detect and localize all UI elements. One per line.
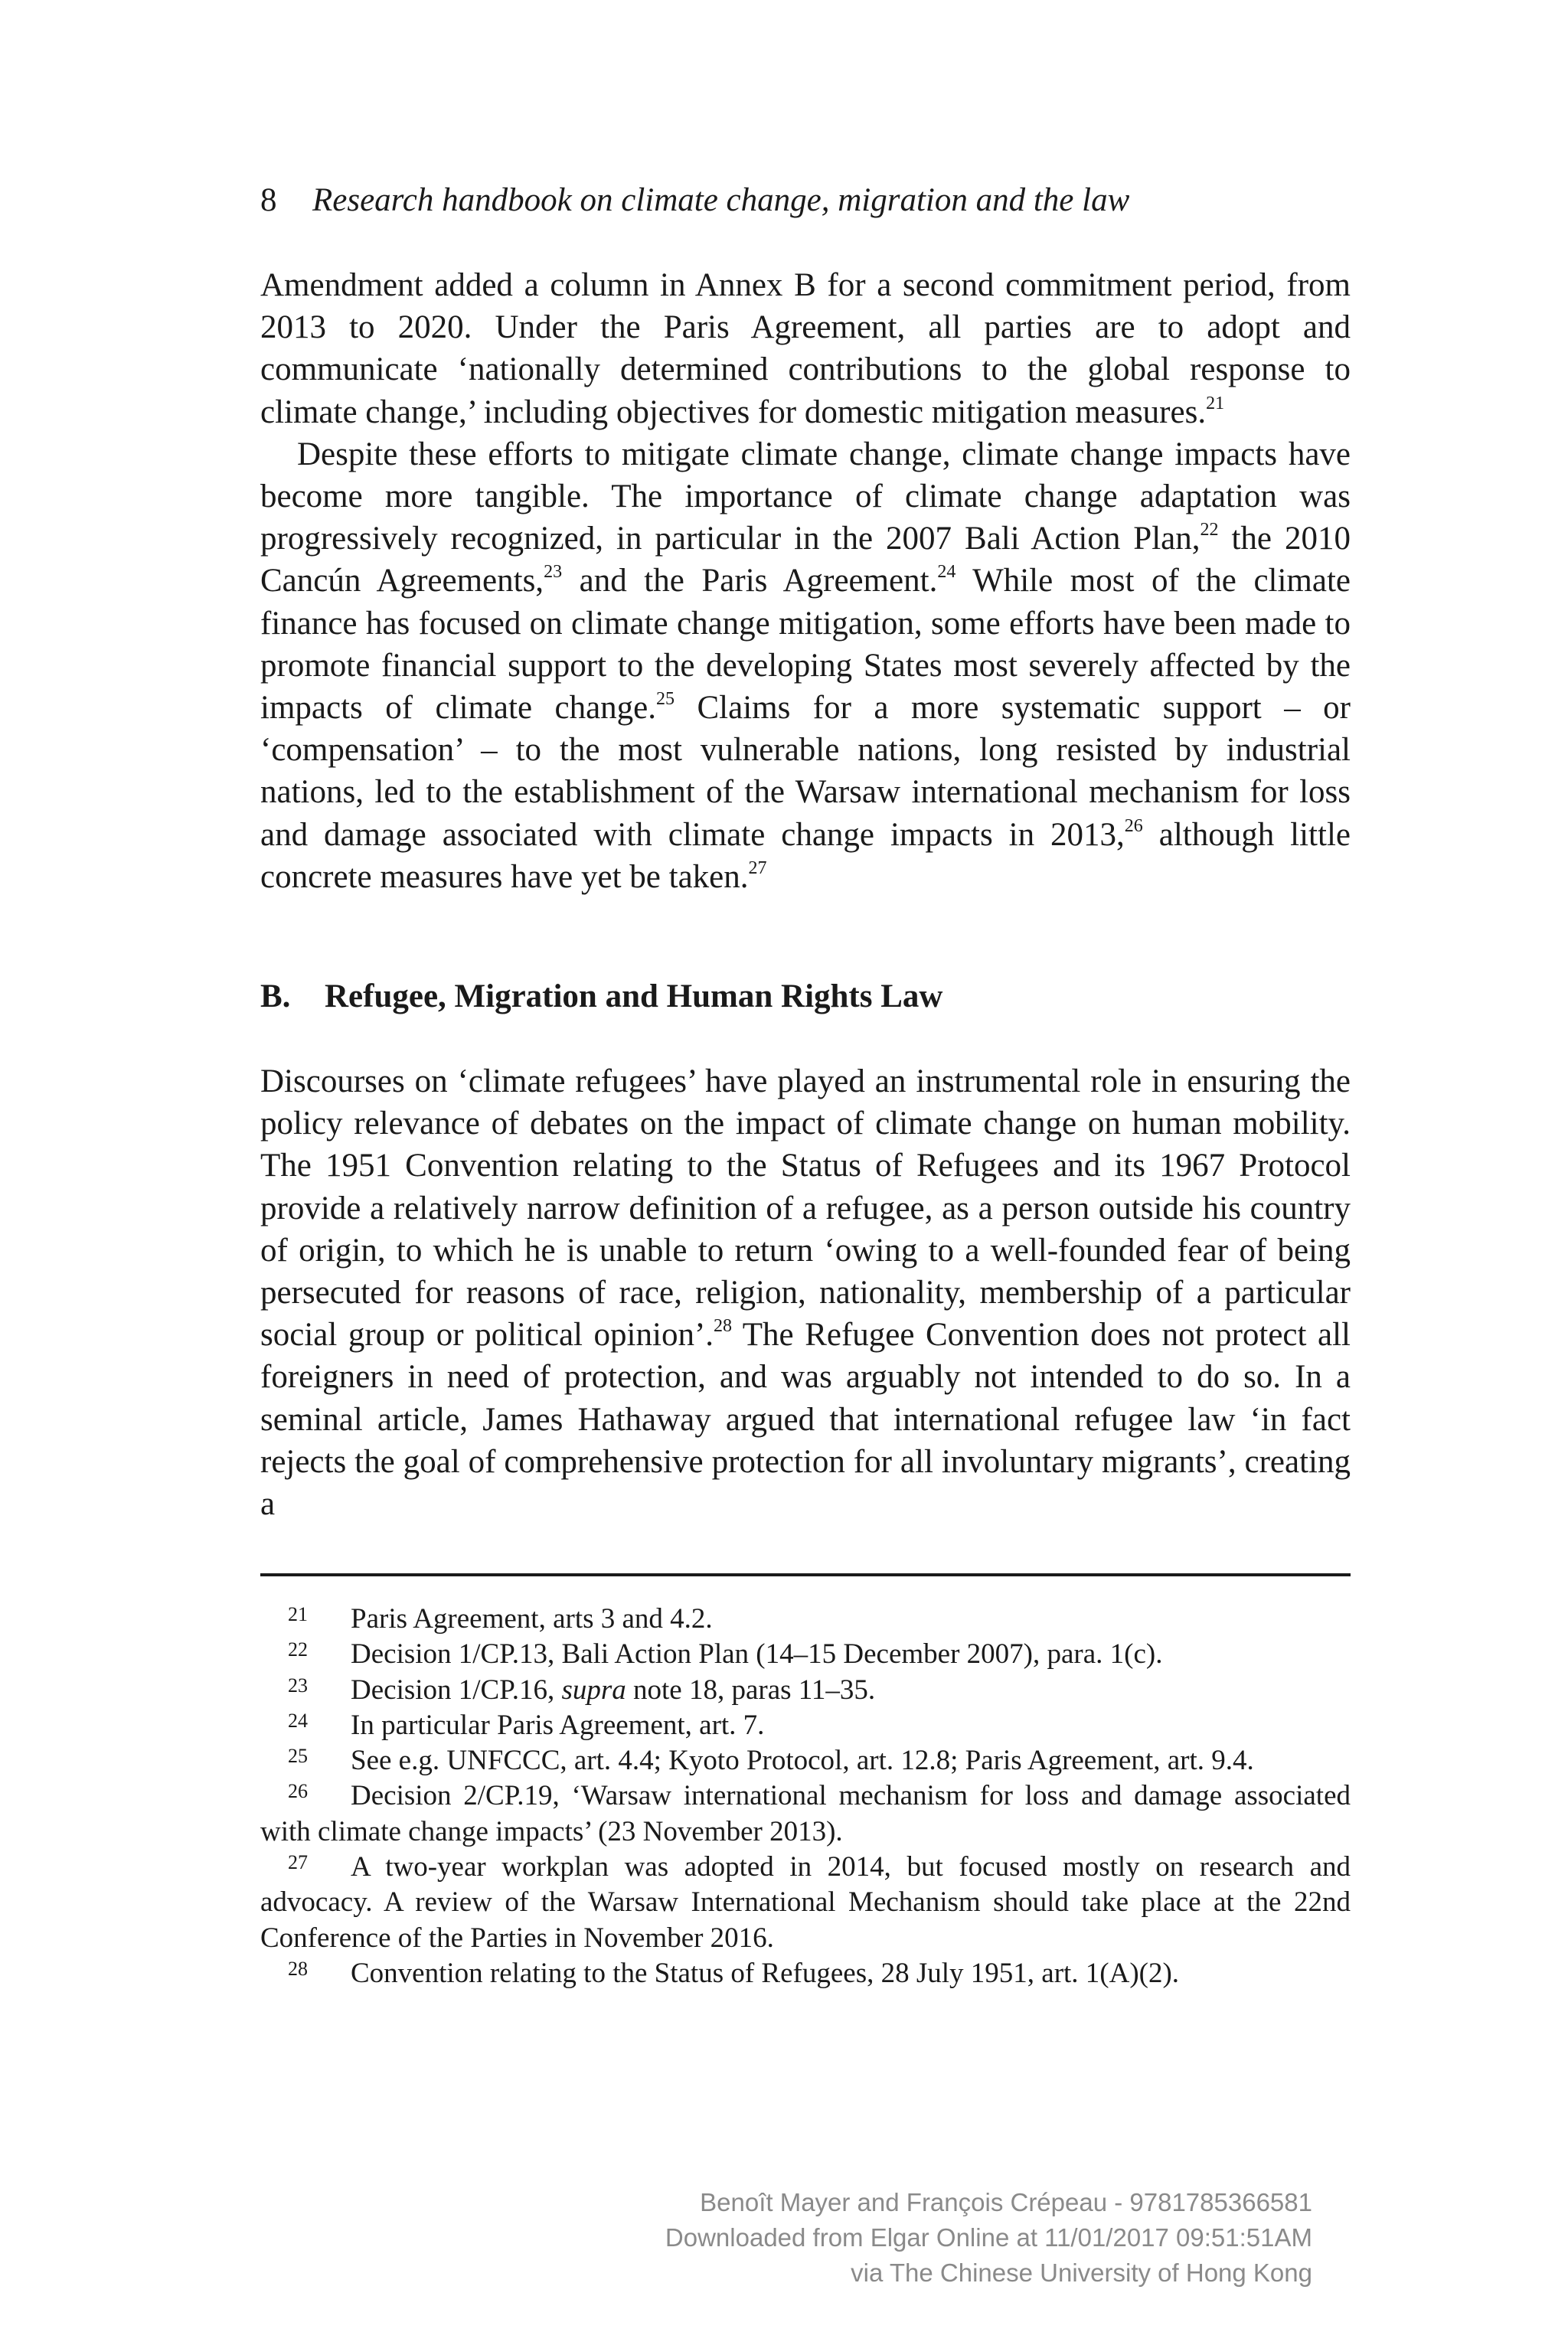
footnote: 24 In particular Paris Agreement, art. 7. xyxy=(288,1709,765,1741)
text-run: and the Paris Agreement. xyxy=(562,563,938,599)
footnote: 26 Decision 2/CP.19, ‘Warsaw international mechanism for loss and damage associated with climate change impacts’ (23 November 2013). xyxy=(260,1780,1351,1847)
text-run: although little concrete measures have yet be taken. xyxy=(260,816,1351,895)
footnote-ref[interactable]: 26 xyxy=(1124,815,1143,836)
footnote-ref[interactable]: 22 xyxy=(1200,520,1219,541)
footnote-text: Paris Agreement, arts 3 and 4.2. xyxy=(351,1603,713,1635)
footnote-text: Decision 2/CP.19, ‘Warsaw international mechanism for loss and damage associated with climate change impacts’ (23 November 2013). xyxy=(260,1780,1351,1847)
body-text-top xyxy=(260,264,1351,898)
footnote: 22 Decision 1/CP.13, Bali Action Plan (14–15 December 2007), para. 1(c). xyxy=(288,1638,1163,1671)
footnote-separator xyxy=(260,1573,1351,1576)
footnote: 28 Convention relating to the Status of Refugees, 28 July 1951, art. 1(A)(2). xyxy=(288,1957,1180,1989)
footnote-ref[interactable]: 21 xyxy=(1206,393,1225,413)
section-label: B. xyxy=(260,978,291,1014)
download-watermark xyxy=(665,2185,1312,2291)
running-header xyxy=(260,178,1129,224)
footnote-text: In particular Paris Agreement, art. 7. xyxy=(351,1709,765,1741)
watermark-line: Benoît Mayer and François Crépeau - 9781785366581 xyxy=(700,2188,1312,2216)
paragraph xyxy=(260,264,1351,433)
running-title: Research handbook on climate change, migration and the law xyxy=(312,182,1130,218)
footnote-ref[interactable]: 28 xyxy=(714,1316,733,1337)
footnote-text: See e.g. UNFCCC, art. 4.4; Kyoto Protocol, art. 12.8; Paris Agreement, art. 9.4. xyxy=(351,1745,1254,1777)
footnote-ref[interactable]: 23 xyxy=(544,562,563,583)
text-run: the 2010 Cancún Agreements, xyxy=(260,521,1351,599)
footnote-ref[interactable]: 24 xyxy=(937,562,956,583)
text-run: Discourses on ‘climate refugees’ have played an instrumental role in ensuring the policy relevance of debates on the impact of climate change on human mobility. The 1951 Convention relating to the Status of Refugees and its 1967 Protocol provide a relatively narrow definition of a refugee, as a person outside his country of origin, to which he is unable to return ‘owing to a well-founded fear of being persecuted for reasons of race, religion, nationality, membership of a particular social group or political opinion’. xyxy=(260,1063,1351,1354)
footnote-italic: supra xyxy=(561,1674,626,1706)
footnote-ref[interactable]: 25 xyxy=(656,689,675,710)
section-heading xyxy=(260,975,942,1017)
paragraph xyxy=(260,1060,1351,1525)
footnote-ref[interactable]: 27 xyxy=(748,857,767,878)
watermark-line: via The Chinese University of Hong Kong xyxy=(851,2259,1312,2287)
footnotes xyxy=(260,1602,1351,1991)
paragraph xyxy=(260,433,1351,898)
footnote: 27 A two-year workplan was adopted in 2014, but focused mostly on research and advocacy. A review of the Warsaw International Mechanism should take place at the 22nd Conference of the Parties in November 2016. xyxy=(260,1851,1351,1954)
footnote: 25 See e.g. UNFCCC, art. 4.4; Kyoto Protocol, art. 12.8; Paris Agreement, art. 9.4. xyxy=(288,1745,1254,1777)
footnote-text: Decision 1/CP.13, Bali Action Plan (14–15 December 2007), para. 1(c). xyxy=(351,1638,1163,1671)
page-number: 8 xyxy=(260,182,277,218)
text-run: Claims for a more systematic support – or ‘compensation’ – to the most vulnerable nations, long resisted by industrial nations, led to the establishment of the Warsaw international mechanism for loss and damage associated with climate change impacts in 2013, xyxy=(260,690,1351,853)
text-run: Amendment added a column in Annex B for a second commitment period, from 2013 to 2020. Under the Paris Agreement, all parties are to adopt and communicate ‘nationally determined contributions to the global response to climate change,’ including objectives for domestic mitigation measures. xyxy=(260,267,1351,430)
text-run: While most of the climate finance has focused on climate change mitigation, some efforts have been made to promote financial support to the developing States most severely affected by the impacts of climate change. xyxy=(260,563,1351,727)
watermark-line: Downloaded from Elgar Online at 11/01/2017 09:51:51AM xyxy=(665,2223,1312,2252)
body-text-bottom xyxy=(260,1060,1351,1525)
footnote-text: Decision 1/CP.16, xyxy=(351,1674,562,1706)
footnote: 21 Paris Agreement, arts 3 and 4.2. xyxy=(288,1603,713,1635)
text-run: The Refugee Convention does not protect all foreigners in need of protection, and was arguably not intended to do so. In a seminal article, James Hathaway argued that international refugee law ‘in fact rejects the goal of comprehensive protection for all involuntary migrants’, creating a xyxy=(260,1317,1351,1523)
footnote: 23 Decision 1/CP.16, supra note 18, paras 11–35. xyxy=(288,1674,876,1706)
footnote-text: Convention relating to the Status of Refugees, 28 July 1951, art. 1(A)(2). xyxy=(351,1957,1180,1989)
footnote-text: A two-year workplan was adopted in 2014, but focused mostly on research and advocacy. A review of the Warsaw International Mechanism should take place at the 22nd Conference of the Parties in November 2016. xyxy=(260,1851,1351,1954)
footnote-text: note 18, paras 11–35. xyxy=(626,1674,876,1706)
text-run: Despite these efforts to mitigate climate change, climate change impacts have become more tangible. The importance of climate change adaptation was progressively recognized, in particular in the 2007 Bali Action Plan, xyxy=(260,436,1351,557)
section-title: Refugee, Migration and Human Rights Law xyxy=(325,978,943,1014)
